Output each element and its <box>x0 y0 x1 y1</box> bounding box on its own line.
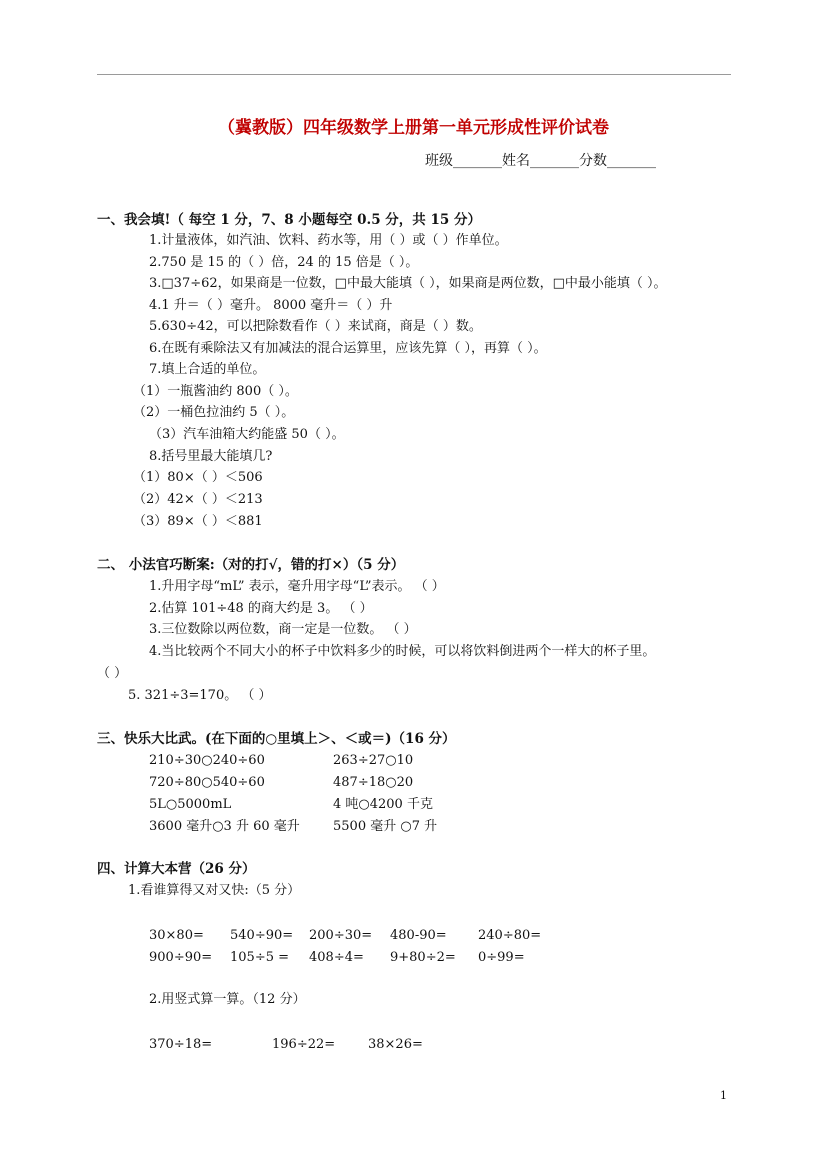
s1-question-4: 4.1 升＝（ ）毫升。 8000 毫升＝（ ）升 <box>149 298 393 313</box>
s2-question-3: 3.三位数除以两位数，商一定是一位数。 （ ） <box>149 622 417 637</box>
student-info-line: 班级_______姓名_______分数_______ <box>425 153 656 169</box>
s3-compare-3-right: 4 吨○4200 千克 <box>333 797 433 812</box>
section1-heading: 一、我会填!（ 每空 1 分，7、8 小题每空 0.5 分，共 15 分） <box>97 212 481 228</box>
s3-compare-2-right: 487÷18○20 <box>333 775 414 790</box>
s2-question-4: 4.当比较两个不同大小的杯子中饮料多少的时候，可以将饮料倒进两个一样大的杯子里。 <box>149 644 656 659</box>
section2-heading: 二、 小法官巧断案:（对的打√，错的打×）（5 分） <box>97 557 405 573</box>
s4-calc-2-1: 900÷90= <box>149 950 213 965</box>
s1-question-7-1: （1）一瓶酱油约 800（ ）。 <box>133 384 298 399</box>
header-rule <box>97 74 731 75</box>
s1-question-1: 1.计量液体，如汽油、饮料、药水等，用（ ）或（ ）作单位。 <box>149 233 508 248</box>
s1-question-8: 8.括号里最大能填几? <box>149 449 273 464</box>
s1-question-6: 6.在既有乘除法又有加减法的混合运算里，应该先算（ ），再算（ ）。 <box>149 341 547 356</box>
s4-vertical-1: 370÷18= <box>149 1037 213 1052</box>
s3-compare-1-right: 263÷27○10 <box>333 753 414 768</box>
s4-calc-2-5: 0÷99= <box>478 950 525 965</box>
s4-sub-1: 1.看谁算得又对又快:（5 分） <box>128 883 301 898</box>
s4-calc-1-4: 480-90= <box>390 928 447 943</box>
s1-question-8-1: （1）80×（ ）＜506 <box>133 470 263 485</box>
s4-calc-1-2: 540÷90= <box>230 928 294 943</box>
s1-question-7-3: （3）汽车油箱大约能盛 50（ ）。 <box>149 427 345 442</box>
s4-calc-1-3: 200÷30= <box>309 928 373 943</box>
s4-calc-1-5: 240÷80= <box>478 928 542 943</box>
s1-question-8-3: （3）89×（ ）＜881 <box>133 514 263 529</box>
s4-vertical-3: 38×26= <box>368 1037 423 1052</box>
s4-calc-2-2: 105÷5 = <box>230 950 290 965</box>
s4-calc-2-4: 9+80÷2= <box>390 950 456 965</box>
s4-calc-2-3: 408÷4= <box>309 950 364 965</box>
s2-question-5: 5. 321÷3=170。 （ ） <box>128 688 272 703</box>
s3-compare-1-left: 210÷30○240÷60 <box>149 753 265 768</box>
s1-question-7: 7.填上合适的单位。 <box>149 362 266 377</box>
section3-heading: 三、快乐大比武。(在下面的○里填上＞、＜或＝)（16 分） <box>97 731 456 747</box>
s3-compare-4-right: 5500 毫升 ○7 升 <box>333 819 438 834</box>
section4-heading: 四、计算大本营（26 分） <box>97 861 256 877</box>
s1-question-8-2: （2）42×（ ）＜213 <box>133 492 263 507</box>
document-title: （冀教版）四年级数学上册第一单元形成性评价试卷 <box>218 118 609 138</box>
s4-vertical-2: 196÷22= <box>272 1037 336 1052</box>
s2-question-2: 2.估算 101÷48 的商大约是 3。 （ ） <box>149 601 373 616</box>
s1-question-3: 3.□37÷62，如果商是一位数，□中最大能填（ ），如果商是两位数，□中最小能填（ ）。 <box>149 276 667 291</box>
s2-question-4-paren: （ ） <box>97 666 128 681</box>
s1-question-2: 2.750 是 15 的（ ）倍，24 的 15 倍是（ ）。 <box>149 255 419 270</box>
s1-question-5: 5.630÷42，可以把除数看作（ ）来试商，商是（ ）数。 <box>149 319 482 334</box>
s3-compare-2-left: 720÷80○540÷60 <box>149 775 265 790</box>
s2-question-1: 1.升用字母“mL” 表示，毫升用字母“L”表示。 （ ） <box>149 579 445 594</box>
page-number: 1 <box>720 1089 727 1102</box>
s1-question-7-2: （2）一桶色拉油约 5（ ）。 <box>133 405 295 420</box>
s4-calc-1-1: 30×80= <box>149 928 204 943</box>
s4-sub-2: 2.用竖式算一算。（12 分） <box>149 992 306 1007</box>
s3-compare-3-left: 5L○5000mL <box>149 797 232 812</box>
s3-compare-4-left: 3600 毫升○3 升 60 毫升 <box>149 819 300 834</box>
